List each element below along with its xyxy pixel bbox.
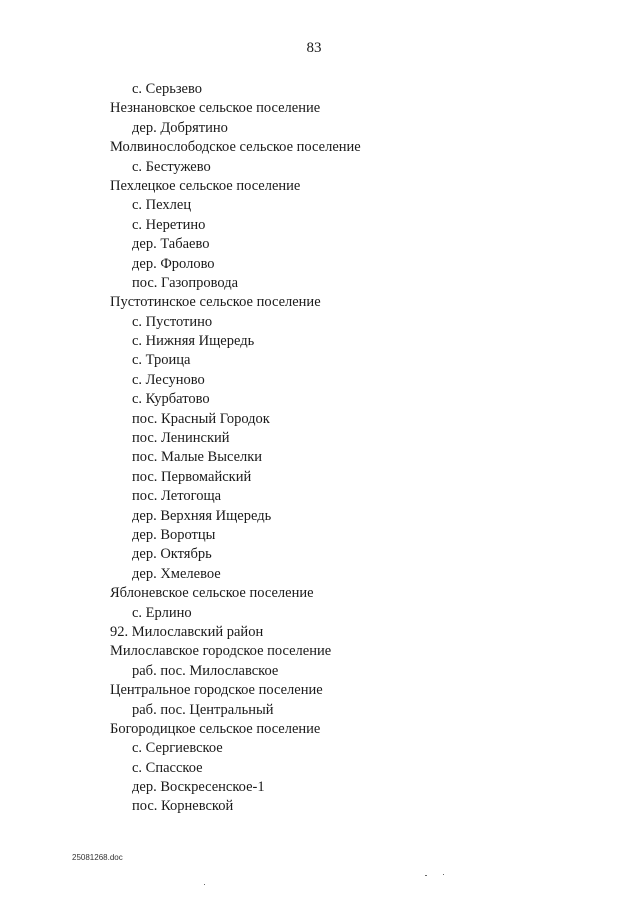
settlement-item: пос. Газопровода [132, 274, 239, 291]
settlement-item: пос. Малые Выселки [132, 449, 263, 466]
settlement-item: с. Ерлино [132, 604, 192, 621]
footer-filename: 25081268.doc [72, 853, 123, 862]
settlement-item: с. Курбатово [132, 391, 210, 408]
settlement-item: пос. Красный Городок [132, 410, 270, 427]
settlement-heading: Незнановское сельское поселение [110, 100, 321, 117]
settlement-item: дер. Воротцы [132, 526, 216, 543]
settlement-item: пос. Ленинский [132, 430, 230, 447]
settlement-item: с. Пустотино [132, 313, 213, 330]
scan-speck [443, 874, 444, 875]
page-number: 83 [306, 40, 322, 56]
settlement-item: дер. Табаево [132, 236, 210, 253]
scan-speck [204, 884, 205, 885]
settlement-item: с. Бестужево [132, 158, 211, 175]
settlement-item: раб. пос. Центральный [132, 701, 274, 718]
settlement-item: пос. Первомайский [132, 468, 252, 485]
settlement-item: дер. Фролово [132, 255, 215, 272]
settlement-item: с. Спасское [132, 759, 203, 776]
settlement-item: дер. Октябрь [132, 546, 212, 563]
settlement-heading: Центральное городское поселение [110, 682, 323, 699]
settlement-heading: Милославское городское поселение [110, 643, 332, 660]
settlement-item: с. Лесуново [132, 371, 205, 388]
settlement-item: с. Нижняя Ищередь [132, 333, 255, 350]
settlement-item: дер. Верхняя Ищередь [132, 507, 272, 524]
settlement-item: с. Троица [132, 352, 191, 369]
settlement-list [110, 80, 361, 817]
settlement-heading: Молвинослободское сельское поселение [110, 139, 361, 156]
settlement-item: с. Сергиевское [132, 740, 223, 757]
settlement-item: дер. Добрятино [132, 119, 228, 136]
scan-speck [425, 875, 427, 876]
settlement-item: с. Пехлец [132, 197, 192, 214]
settlement-heading: 92. Милославский район [110, 623, 264, 640]
settlement-heading: Яблоневское сельское поселение [110, 585, 314, 602]
settlement-item: дер. Хмелевое [132, 565, 221, 582]
settlement-item: с. Неретино [132, 216, 206, 233]
settlement-item: раб. пос. Милославское [132, 662, 279, 679]
settlement-item: пос. Корневской [132, 798, 234, 815]
settlement-heading: Пехлецкое сельское поселение [110, 177, 301, 194]
settlement-heading: Богородицкое сельское поселение [110, 720, 321, 737]
settlement-item: пос. Летогоща [132, 488, 222, 505]
settlement-item: с. Серьзево [132, 81, 202, 97]
settlement-heading: Пустотинское сельское поселение [110, 294, 321, 311]
settlement-item: дер. Воскресенское-1 [132, 779, 265, 796]
